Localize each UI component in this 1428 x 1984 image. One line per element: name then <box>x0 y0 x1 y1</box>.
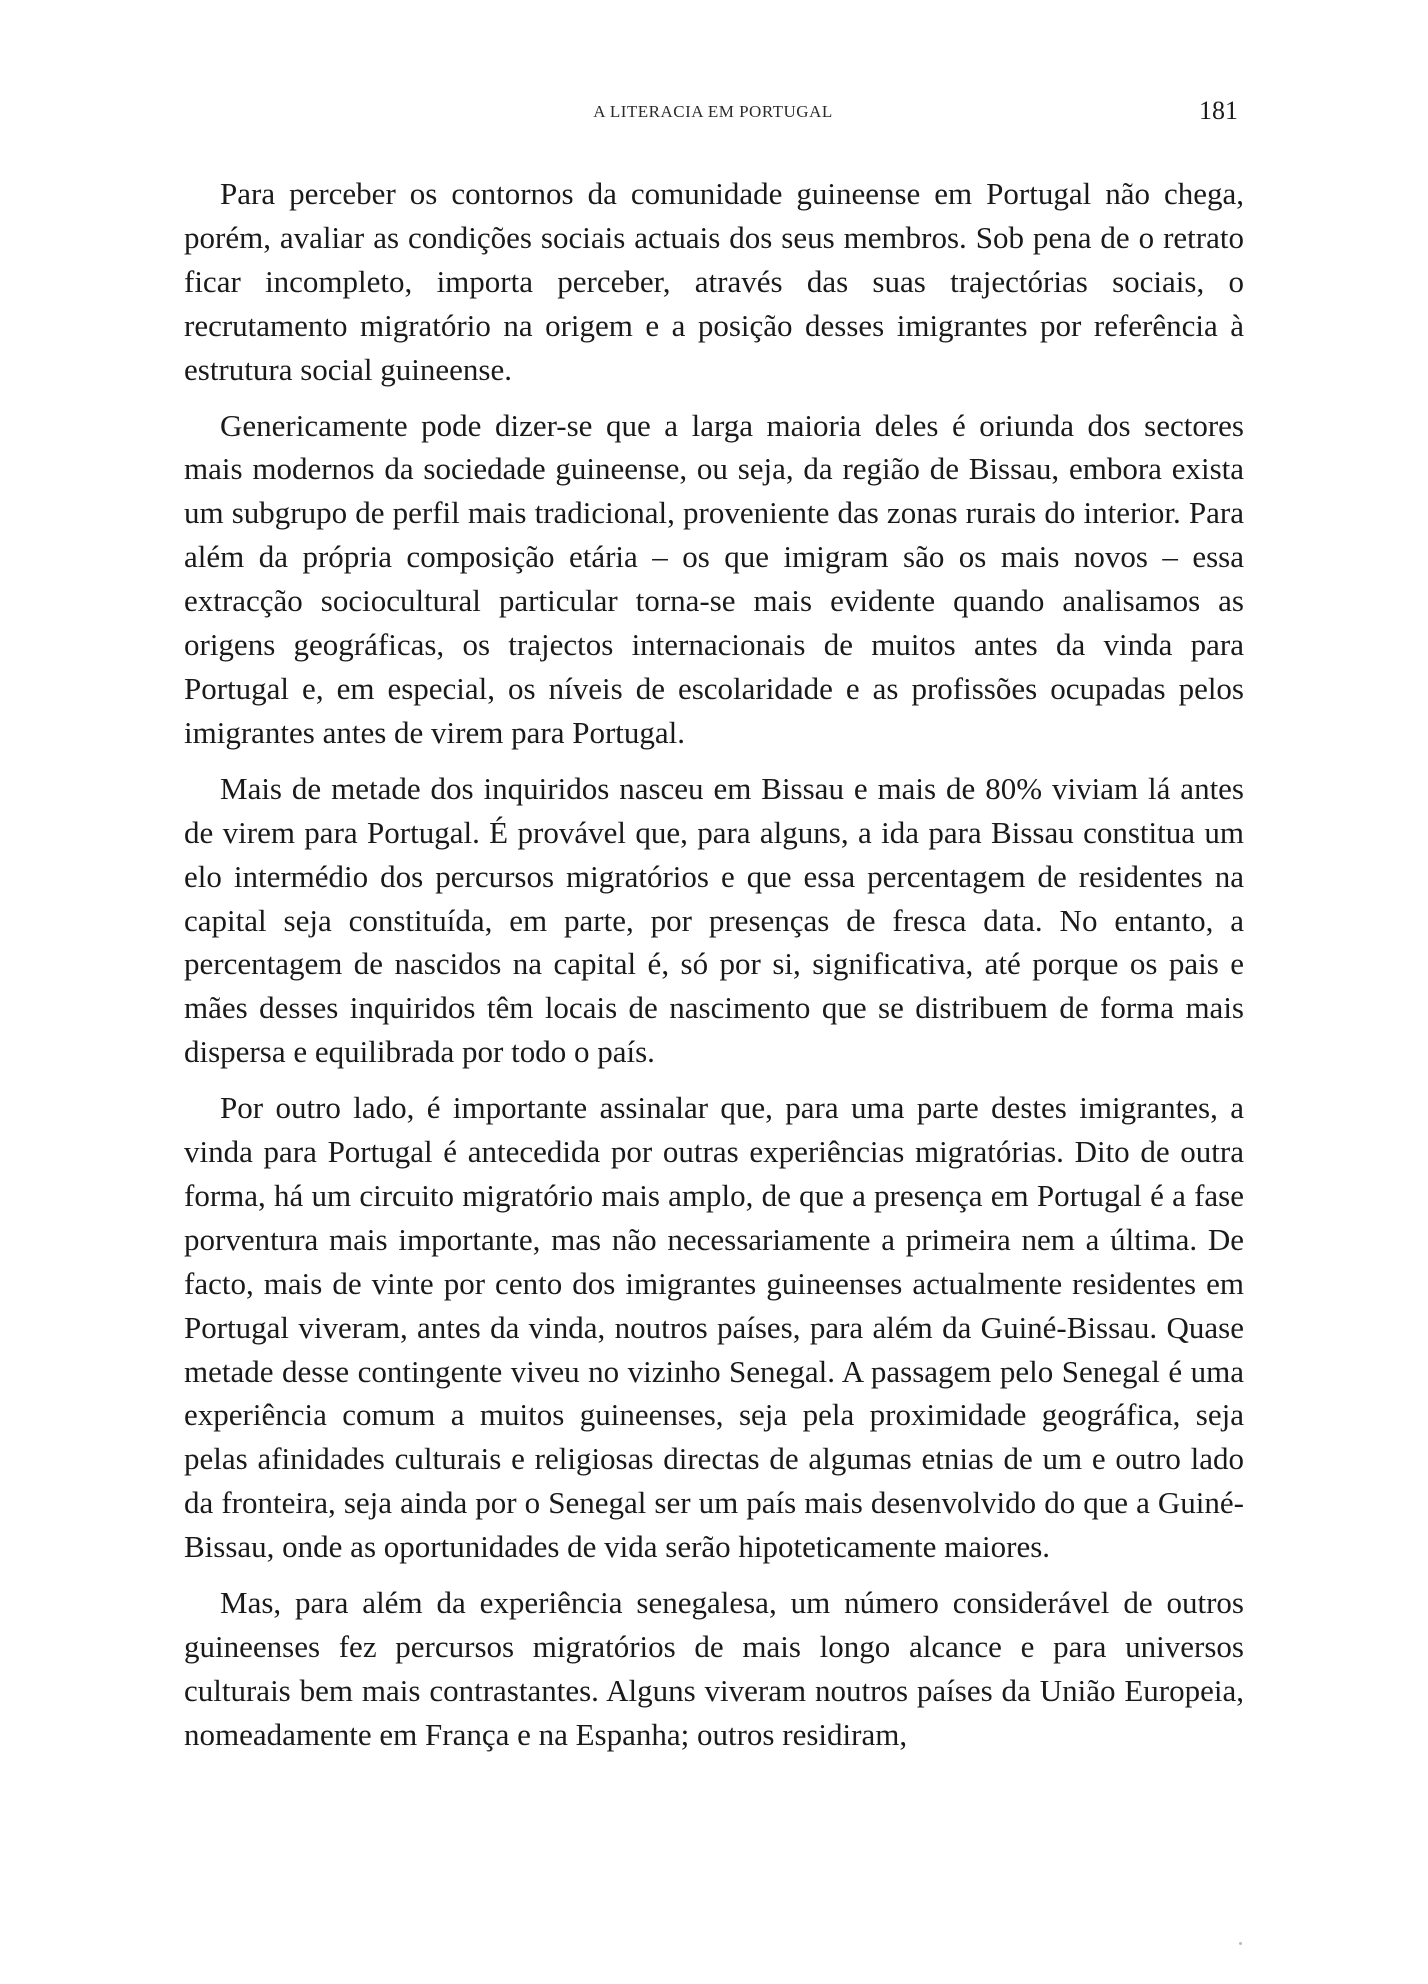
page-number: 181 <box>1199 96 1238 125</box>
paragraph: Para perceber os contornos da comunidade guineense em Portugal não chega, porém, avaliar as condições sociais actuais dos seus membros. Sob pena de o retrato ficar incompleto, importa perceber, através das suas trajectórias sociais, o recrutamento migratório na origem e a posição desses imigrantes por referência à estrutura social guineense. <box>184 176 1244 387</box>
running-header <box>182 96 1244 130</box>
paragraph: Genericamente pode dizer-se que a larga maioria deles é oriunda dos sectores mais modernos da sociedade guineense, ou seja, da região de Bissau, embora exista um subgrupo de perfil mais tradicional, proveniente das zonas rurais do interior. Para além da própria composição etária – os que imigram são os mais novos – essa extracção sociocultural particular torna-se mais evidente quando analisamos as origens geográficas, os trajectos internacionais de muitos antes da vinda para Portugal e, em especial, os níveis de escolaridade e as profissões ocupadas pelos imigrantes antes de virem para Portugal. <box>184 407 1244 750</box>
paragraph: Mais de metade dos inquiridos nasceu em Bissau e mais de 80% viviam lá antes de virem para Portugal. É provável que, para alguns, a ida para Bissau constitua um elo intermédio dos percursos migratórios e que essa percentagem de residentes na capital seja constituída, em parte, por presenças de fresca data. No entanto, a percentagem de nascidos na capital é, só por si, significativa, até porque os pais e mães desses inquiridos têm locais de nascimento que se distribuem de forma mais dispersa e equilibrada por todo o país. <box>184 770 1244 1070</box>
paragraph: Por outro lado, é importante assinalar que, para uma parte destes imigrantes, a vinda para Portugal é antecedida por outras experiências migratórias. Dito de outra forma, há um circuito migratório mais amplo, de que a presença em Portugal é a fase porventura mais importante, mas não necessariamente a primeira nem a última. De facto, mais de vinte por cento dos imigrantes guineenses actualmente residentes em Portugal viveram, antes da vinda, noutros países, para além da Guiné-Bissau. Quase metade desse contingente viveu no vizinho Senegal. A passagem pelo Senegal é uma experiência comum a muitos guineenses, seja pela proximidade geográfica, seja pelas afinidades culturais e religiosas directas de algumas etnias de um e outro lado da fronteira, seja ainda por o Senegal ser um país mais desenvolvido do que a Guiné-Bissau, onde as oportunidades de vida serão hipoteticamente maiores. <box>184 1090 1244 1565</box>
running-title: A LITERACIA EM PORTUGAL <box>593 102 833 121</box>
scan-speck <box>1239 1942 1242 1945</box>
body-text <box>184 172 1244 1769</box>
paragraph: Mas, para além da experiência senegalesa, um número considerável de outros guineenses fez percursos migratórios de mais longo alcance e para universos culturais bem mais contrastantes. Alguns viveram noutros países da União Europeia, nomeadamente em França e na Espanha; outros residiram, <box>184 1585 1244 1752</box>
